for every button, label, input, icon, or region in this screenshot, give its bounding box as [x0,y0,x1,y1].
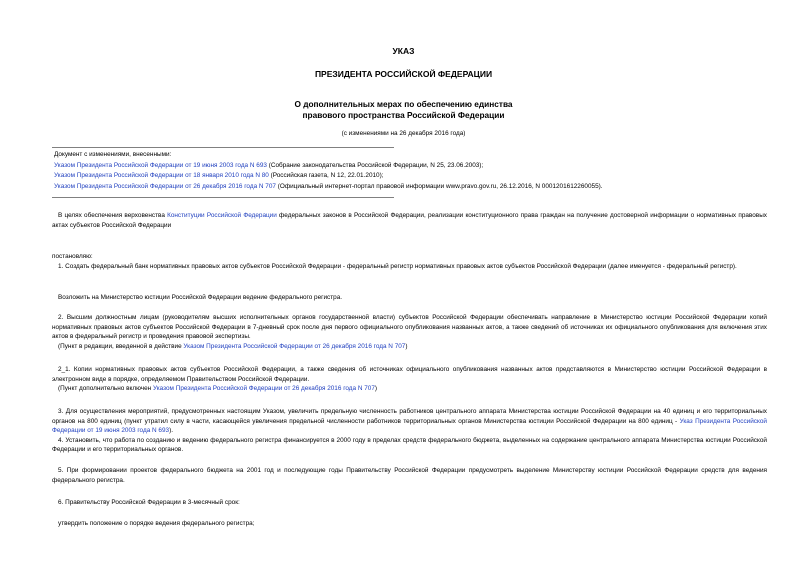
paragraph-3 [52,407,767,436]
paragraph-3-link[interactable]: Указ Президента Российской Федерации от 19 июня 2003 года N 693 [52,417,767,434]
paragraph-6a-wrap [52,519,767,529]
amendment-note: (Собрание законодательства Российской Федерации, N 25, 23.06.2003); [266,161,484,169]
amendments-intro: Документ с изменениями, внесенными: [54,151,172,158]
decree-body [52,252,767,271]
note-text: ) [374,385,378,392]
constitution-link[interactable]: Конституции Российской Федерации [167,212,277,219]
note-link[interactable]: Указом Президента Российской Федерации от 26 декабря 2016 года N 707 [183,342,406,350]
paragraph-6: 6. Правительству Российской Федерации в 3-месячный срок: [58,499,240,506]
paragraph-2-1-wrap [52,365,767,394]
paragraph-6a: утвердить положение о порядке ведения федерального регистра; [58,520,255,527]
document-subtitle-line1: О дополнительных мерах по обеспечению единства [294,99,513,109]
amendment-item [54,171,774,182]
preamble-text: федеральных законов в Российской Федерации, реализации конституционного права граждан на получение достоверной информации о нормативных правовых актах субъектов Российской Федерации [52,212,767,229]
amendment-item [54,182,774,193]
amendment-link[interactable]: Указом Президента Российской Федерации от 26 декабря 2016 года N 707 [54,182,276,190]
paragraph-1b-wrap [52,293,767,303]
document-subtitle-line2: правового пространства Российской Федерации [302,110,505,120]
amendment-note: (Российская газета, N 12, 22.01.2010); [268,172,384,179]
paragraph-3-wrap [52,407,767,455]
amendments-top-divider [52,147,394,148]
paragraph-2-note [52,342,767,352]
paragraph-2-1: 2_1. Копии нормативных правовых актов субъектов Российской Федерации, а также сведения об источниках официального опубликования названных актов представляются в Министерство юстиции Российской Федерации в электронном виде в порядке, определяемом Правительством Российской Федерации. [52,366,767,383]
edition-note: (с изменениями на 26 декабря 2016 года) [341,130,466,137]
document-issuer: ПРЕЗИДЕНТА РОССИЙСКОЙ ФЕДЕРАЦИИ [314,69,493,79]
preamble-paragraph [52,211,767,230]
amendment-item [54,161,774,172]
decree-word: постановляю: [52,253,93,260]
paragraph-6-wrap [52,498,767,508]
preamble-text: В целях обеспечения верховенства [58,212,168,219]
amendment-link[interactable]: Указом Президента Российской Федерации от 18 января 2010 года N 80 [54,172,269,179]
note-link[interactable]: Указом Президента Российской Федерации от 26 декабря 2016 года N 707 [152,385,375,392]
document-title: УКАЗ [392,46,415,56]
amendment-link[interactable]: Указом Президента Российской Федерации от 19 июня 2003 года N 693 [54,161,267,169]
paragraph-2-1-note [52,384,767,394]
paragraph-3-text: 3. Для осуществления мероприятий, предусмотренных настоящим Указом, увеличить предельную численность работников центрального аппарата Министерства юстиции Российской Федерации на 40 единиц и его территориальных органов на 800 единиц (пункт утратил силу в части, касающейся увеличения предельной численности работников территориальных органов Министерства юстиции Российской Федерации на 800 единиц - [52,408,767,425]
amendments-block [54,150,774,192]
paragraph-3-text: ). [169,427,173,434]
paragraph-1b: Возложить на Министерство юстиции Российской Федерации ведение федерального регистра. [58,294,343,301]
paragraph-1: 1. Создать федеральный банк нормативных правовых актов субъектов Российской Федерации - федеральный регистр нормативных правовых актов субъектов Российской Федерации (далее именуется - федеральный регистр). [58,262,737,270]
paragraph-4: 4. Установить, что работа по созданию и ведению федерального регистра финансируется в 2000 году в пределах средств федерального бюджета, выделенных на содержание центрального аппарата Министерства юстиции Российской Федерации и его территориальных органов. [52,436,767,453]
amendments-bottom-divider [52,197,394,198]
note-text: ) [405,342,408,350]
preamble [52,211,767,230]
amendment-note: (Официальный интернет-портал правовой информации www.pravo.gov.ru, 26.12.2016, N 0001201612260055). [275,182,603,190]
paragraph-5: 5. При формировании проектов федерального бюджета на 2001 год и последующие годы Правительству Российской Федерации предусмотреть выделение Министерству юстиции Российской Федерации средств для ведения федерального регистра. [52,467,767,484]
paragraph-2: 2. Высшим должностным лицам (руководителям высших исполнительных органов государственной власти) субъектов Российской Федерации обеспечивать направление в Министерство юстиции Российской Федерации копий нормативных правовых актов субъектов Российской Федерации в 7-дневный срок после дня первого официального опубликования названных актов, а также сведений об источниках их официального опубликования для включения этих актов в федеральный регистр и проведения правовой экспертизы. [52,314,767,340]
paragraph-5-wrap [52,466,767,485]
note-text: (Пункт дополнительно включен [58,385,153,392]
note-text: (Пункт в редакции, введенной в действие [58,342,184,350]
paragraph-2-wrap [52,313,767,351]
